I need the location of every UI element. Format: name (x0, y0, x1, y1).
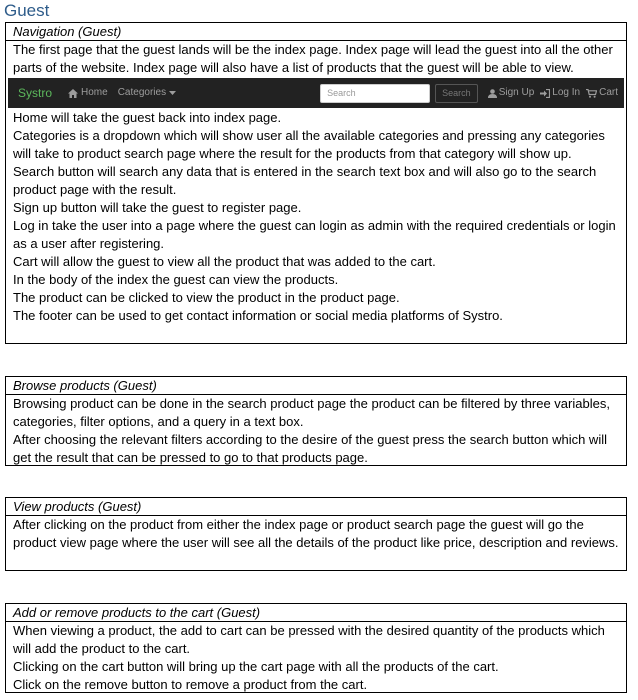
log-in-link[interactable] (540, 84, 580, 102)
paragraph: Categories is a dropdown which will show user all the available categories and pressing any categories will take to product search page where the result for the products from that category will show up. (13, 128, 605, 161)
paragraph: The footer can be used to get contact information or social media platforms of Systro. (13, 308, 503, 323)
section-browse-products (5, 376, 627, 466)
cart-link[interactable] (586, 84, 618, 102)
paragraph: Clicking on the cart button will bring up the cart page with all the products of the cart. (13, 659, 499, 674)
nav-home-label: Home (81, 87, 108, 98)
sign-up-label: Sign Up (498, 87, 535, 98)
section-title: View products (Guest) (6, 498, 626, 516)
paragraph: In the body of the index the guest can view the products. (13, 272, 339, 287)
brand-logo[interactable]: Systro (18, 86, 53, 100)
sign-up-link[interactable] (488, 84, 535, 102)
cart-icon (586, 89, 597, 98)
section-add-remove-cart (5, 603, 627, 693)
paragraph: Cart will allow the guest to view all the product that was added to the cart. (13, 254, 436, 269)
search-input[interactable]: Search (320, 84, 430, 103)
cart-label: Cart (599, 87, 618, 98)
paragraph: Sign up button will take the guest to register page. (13, 200, 302, 215)
section-title: Add or remove products to the cart (Guest) (6, 604, 626, 622)
paragraph: After clicking on the product from either the index page or product search page the guest will go the product view page where the user will see all the details of the product like price, description and reviews. (13, 517, 619, 550)
section-title: Browse products (Guest) (6, 377, 626, 395)
user-icon (488, 89, 497, 98)
log-in-icon (540, 89, 550, 98)
navbar-screenshot (8, 78, 624, 108)
section-view-products (5, 497, 627, 571)
section-title: Navigation (Guest) (6, 23, 626, 41)
nav-categories-dropdown[interactable] (118, 84, 179, 102)
paragraph: The product can be clicked to view the product in the product page. (13, 290, 400, 305)
section-navigation (5, 22, 627, 344)
section-intro: The first page that the guest lands will be the index page. Index page will lead the guest into all the other parts of the website. Index page will also have a list of products that the guest will be able to view. (13, 42, 613, 75)
paragraph: When viewing a product, the add to cart can be pressed with the desired quantity of the products which will add the product to the cart. (13, 623, 605, 656)
paragraph: After choosing the relevant filters according to the desire of the guest press the search button which will get the result that can be pressed to go to that products page. (13, 432, 607, 465)
paragraph: Click on the remove button to remove a product from the cart. (13, 677, 368, 692)
page-heading: Guest (4, 1, 50, 20)
search-button[interactable]: Search (435, 84, 478, 103)
paragraph: Browsing product can be done in the search product page the product can be filtered by three variables, categories, filter options, and a query in a text box. (13, 396, 610, 429)
nav-categories-label: Categories (117, 87, 167, 98)
paragraph: Home will take the guest back into index page. (13, 110, 282, 125)
log-in-label: Log In (552, 87, 581, 98)
home-icon (68, 89, 78, 98)
paragraph: Search button will search any data that is entered in the search text box and will also go to the search product page with the result. (13, 164, 597, 197)
paragraph: Log in take the user into a page where the guest can login as admin with the required credentials or login as a user after registering. (13, 218, 616, 251)
nav-home[interactable] (68, 84, 108, 102)
caret-down-icon (169, 91, 176, 96)
